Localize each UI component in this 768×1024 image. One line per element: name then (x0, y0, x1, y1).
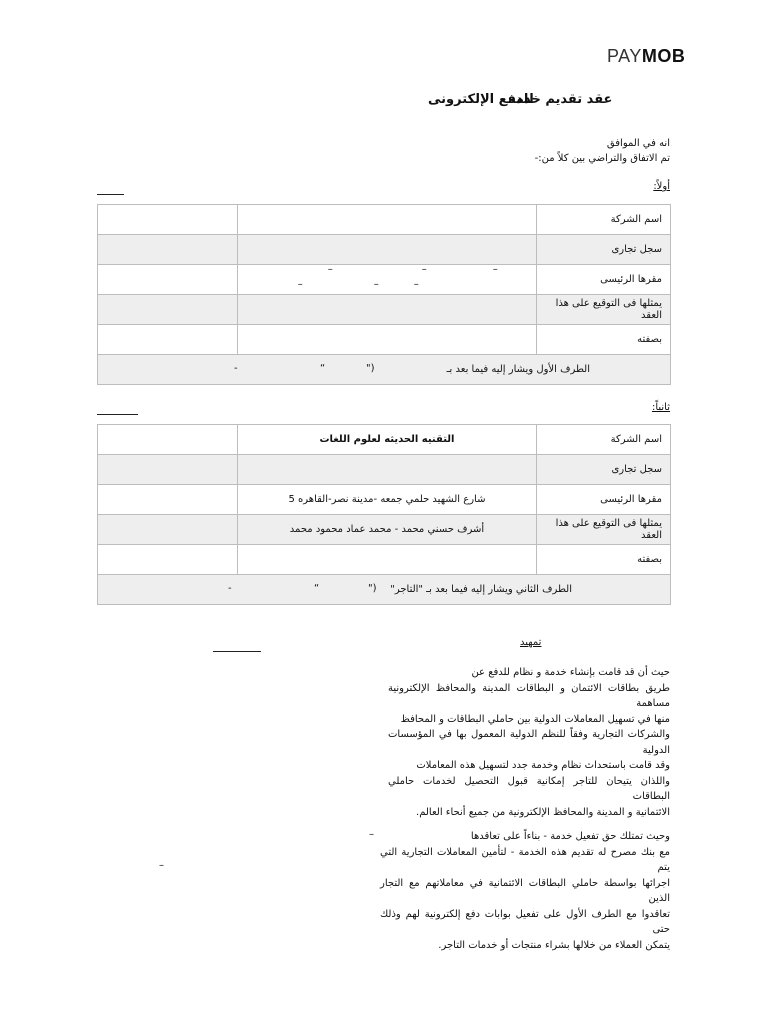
value-signatory[interactable]: أشرف حسني محمد - محمد عماد محمود محمد (237, 515, 536, 545)
paragraph-line: واللذان يتيحان للتاجر إمكانية قبول التحصيل لخدمات حاملي البطاقات (388, 775, 670, 802)
label-capacity: بصفته (537, 325, 671, 355)
preamble-heading: تمهيد (520, 637, 542, 648)
label-main-hq: مقرها الرئيسى (537, 485, 671, 515)
blank-cell (98, 205, 238, 235)
value-commercial-register[interactable] (237, 455, 536, 485)
blank-cell (98, 545, 238, 575)
footer-text: الطرف الأول ويشار إليه فيما بعد بـ (446, 364, 590, 375)
value-capacity[interactable] (237, 545, 536, 575)
label-signatory: يمثلها فى التوقيع على هذا العقد (537, 515, 671, 545)
paragraph-line: يتمكن العملاء من خلالها بشراء منتجات أو خدمات التاجر. (438, 939, 670, 951)
dash-mark: – (159, 860, 164, 871)
doc-title-part2: للدفع الإلكترونى (428, 92, 534, 107)
intro-line-1: انه في الموافق (606, 138, 670, 149)
paragraph-line: اجرائها بواسطة حاملي البطاقات الائتمانية في معاملاتهم مع التجار الذين (380, 877, 670, 904)
footer-text: الطرف الثاني ويشار إليه فيما بعد بـ "التاجر" (390, 584, 572, 595)
label-company-name: اسم الشركة (537, 425, 671, 455)
quote-mark: “ (314, 583, 320, 594)
paragraph-line: مع بنك مصرح له تقديم هذه الخدمة - لتأمين المعاملات التجارية التي يتم (380, 846, 670, 873)
paragraph-line: الائتمانية و المدينة والمحافظ الإلكترونية من جميع أنحاء العالم. (416, 806, 670, 818)
dash-mark: – (421, 264, 427, 275)
label-main-hq: مقرها الرئيسى (537, 265, 671, 295)
label-commercial-register: سجل تجارى (537, 235, 671, 265)
label-commercial-register: سجل تجارى (537, 455, 671, 485)
value-signatory[interactable] (237, 295, 536, 325)
value-company-name[interactable] (237, 205, 536, 235)
paragraph-line: وحيث تمتلك حق تفعيل خدمة - بناءاً على تعاقدها (470, 831, 670, 842)
dash-mark: – (413, 279, 419, 290)
blank-cell (98, 515, 238, 545)
label-signatory: يمثلها فى التوقيع على هذا العقد (537, 295, 671, 325)
quote-mark: (" (368, 583, 377, 594)
paymob-logo: PAYMOB (607, 46, 686, 66)
value-capacity[interactable] (237, 325, 536, 355)
paragraph-line: وقد قامت باستحداث نظام وخدمة جدد لتسهيل هذه المعاملات (416, 760, 670, 771)
paragraph-line: منها في تسهيل المعاملات الدولية بين حاملي البطاقات و المحافظ (400, 713, 670, 725)
heading-underline (97, 194, 124, 195)
first-party-footer (98, 355, 671, 385)
dash-mark: – (492, 264, 498, 275)
second-party-footer (98, 575, 671, 605)
heading-underline (97, 414, 138, 415)
first-party-heading: أولاً: (653, 181, 670, 192)
dash-mark: – (327, 264, 333, 275)
doc-title-part1: عقد تقديم خدمة (508, 92, 613, 107)
value-main-hq[interactable]: شارع الشهيد حلمي جمعه -مدينة نصر-القاهره 5 (237, 485, 536, 515)
dash-mark: - (234, 363, 238, 374)
first-party-table (97, 204, 671, 385)
paragraph-line: تعاقدوا مع الطرف الأول على تفعيل بوابات دفع إلكترونية لهم وذلك حتى (380, 908, 670, 935)
preamble-paragraph-1 (388, 665, 670, 820)
second-party-table (97, 424, 671, 605)
preamble-paragraph-2 (380, 829, 670, 953)
blank-cell (98, 485, 238, 515)
value-commercial-register[interactable] (237, 235, 536, 265)
paragraph-line: طريق بطاقات الائتمان و البطاقات المدينة والمحافظ الإلكترونية مساهمة (388, 682, 670, 709)
dash-mark: – (373, 279, 379, 290)
label-company-name: اسم الشركة (537, 205, 671, 235)
value-main-hq[interactable] (237, 265, 536, 295)
label-capacity: بصفته (537, 545, 671, 575)
blank-cell (98, 295, 238, 325)
quote-mark: “ (320, 363, 326, 374)
dash-mark: – (297, 279, 303, 290)
intro-line-2: تم الاتفاق والتراضي بين كلاً من:- (534, 153, 670, 164)
blank-cell (98, 235, 238, 265)
blank-cell (98, 425, 238, 455)
paragraph-line: حيث أن قد قامت بإنشاء خدمة و نظام للدفع عن (471, 667, 670, 678)
blank-cell (98, 455, 238, 485)
second-party-heading: ثانياً: (651, 402, 670, 413)
value-company-name[interactable]: التقنيه الحديثه لعلوم اللغات (237, 425, 536, 455)
dash-mark: - (228, 583, 232, 594)
blank-cell (98, 265, 238, 295)
heading-underline (213, 651, 261, 652)
paragraph-line: والشركات التجارية وفقاً للنظم الدولية المعمول بها في المؤسسات الدولية (388, 729, 670, 756)
quote-mark: (" (366, 363, 375, 374)
blank-cell (98, 325, 238, 355)
dash-mark: – (369, 829, 374, 840)
